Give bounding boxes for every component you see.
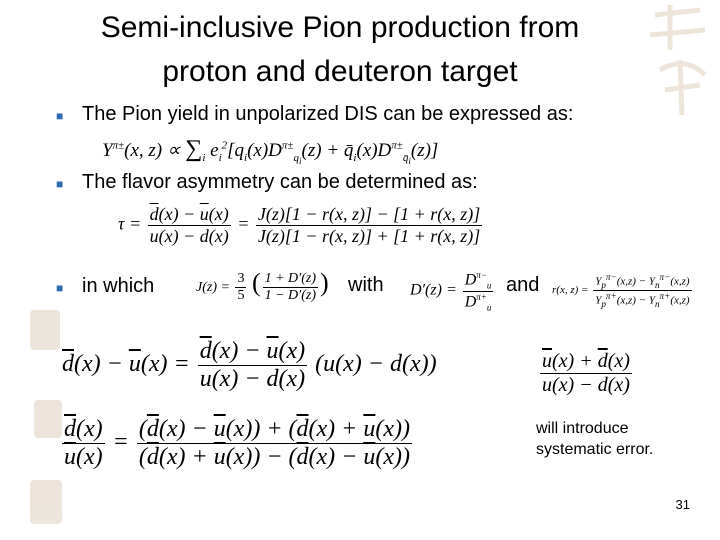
equation-dbar-minus-ubar: $\overline{d}(x) - \overline{u}(x)$ = $\frac{\overline{d}(x) - \overline{u}(x)}{u(x) - d(x)}$ (u(x) − d(x)) — [62, 338, 437, 392]
equation-d-prime: D′(z) = $\frac{D^{\pi-}_u}{D^{\pi+}_u}$ — [410, 270, 492, 313]
bullet-flavor-asymmetry — [56, 170, 478, 196]
page-number: 31 — [675, 497, 690, 512]
note-line-2: systematic error. — [536, 441, 654, 458]
bullet-icon: ■ — [56, 109, 64, 123]
equation-side-fraction: $\frac{\overline{u}(x) + \overline{d}(x)}{u(x) - d(x)}$ — [542, 350, 630, 396]
bullet-text: The flavor asymmetry can be determined as: — [82, 171, 478, 193]
equation-j-z: J(z) = $\frac{3}{5}$ ( $\frac{1 + D'(z)}{1 - D'(z)}$ ) — [196, 268, 329, 304]
title-line-2: proton and deuteron target — [162, 55, 518, 88]
equation-pion-yield: $Y^{\pi\pm}(x$, $z) \propto \sum_i$ $e_i^2[q_i(x)D^{\pi\pm}_{q_i}(z)$ + $q̄_i(x)D^{\pi\pm}_{q̄_i}(z)$] — [102, 136, 439, 166]
bullet-text: in which — [82, 275, 155, 297]
equation-tau: τ = $\frac{\overline{d}(x) - \overline{u}(x)}{u(x) - d(x)}$ = $\frac{J(z)[1 - r(x, z)] - [1 + r(x, z)]}{J(z)[1 - r(x, z)] + [1 + r(x, z)]}$ — [118, 204, 481, 246]
bullet-in-which — [56, 274, 154, 300]
bullet-text: The Pion yield in unpolarized DIS can be expressed as: — [82, 103, 574, 125]
equation-r-xz: r(x, z) = $\frac{Y_p^{\pi-}(x,z) - Y_n^{\pi-}(x,z)}{Y_p^{\pi+}(x,z) - Y_n^{\pi+}(x,z)}$ — [552, 272, 690, 309]
bullet-pion-yield — [56, 102, 573, 128]
and-label: and — [506, 274, 540, 296]
slide-title — [40, 6, 640, 94]
title-line-1: Semi-inclusive Pion production from — [100, 11, 580, 44]
bullet-icon: ■ — [56, 281, 64, 295]
systematic-error-note — [536, 418, 653, 460]
equation-dbar-over-ubar: $\frac{\overline{d}(x)}{\overline{u}(x)}$ = $\frac{(\overline{d}(x) - \overline{u}(x)) + (\overline{d}(x) + \overline{u}(x))}{(\overline{d}(x) + \overline{u}(x)) - (\overline{d}(x) - \overline{u}(x))}$ — [64, 416, 410, 470]
decorative-calligraphy — [640, 0, 720, 130]
bullet-icon: ■ — [56, 177, 64, 191]
note-line-1: will introduce — [536, 420, 629, 437]
with-label: with — [348, 274, 384, 296]
